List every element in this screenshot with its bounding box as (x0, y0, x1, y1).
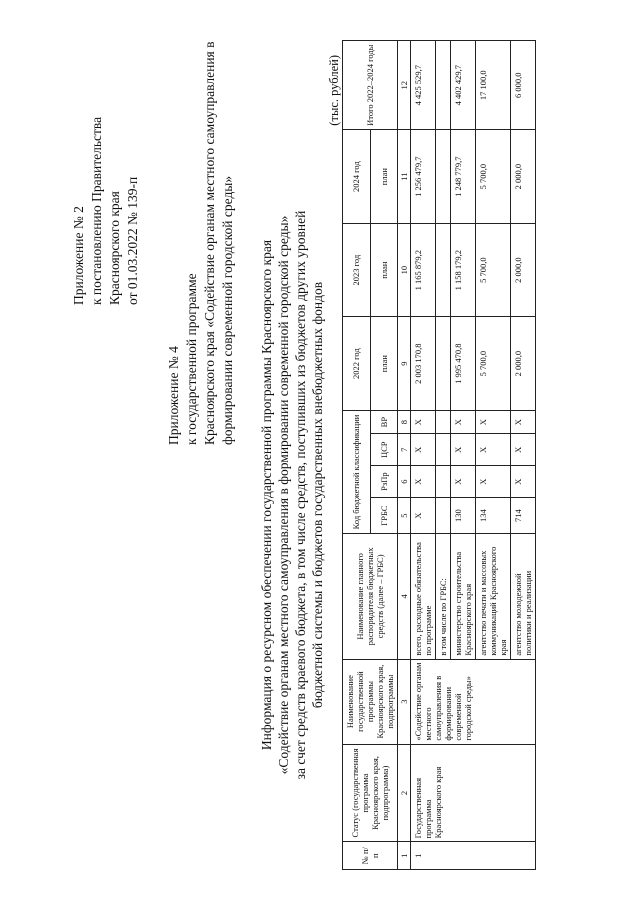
grbs-cell: Х (411, 498, 436, 534)
resource-table (342, 40, 536, 870)
value-2022: 2 000,0 (511, 317, 536, 411)
header-program-name: Наименование государственной программы Красноярского края, подпрограммы (343, 659, 398, 744)
column-index: 2 (398, 744, 411, 842)
header-plan-2022: план (370, 317, 398, 411)
vr-cell: Х (411, 410, 436, 433)
appendix-2-header (70, 117, 142, 305)
program-status: Государственная программа Красноярского края (411, 744, 536, 842)
document-title (258, 145, 326, 845)
appendix-4-header (165, 25, 237, 445)
csr-cell (436, 434, 451, 466)
header-2022: 2022 год (343, 317, 371, 411)
column-index: 11 (398, 130, 411, 224)
header-2024: 2024 год (343, 130, 371, 224)
column-index: 9 (398, 317, 411, 411)
grbs-name-cell: всего, расходные обязательства по программе (411, 534, 436, 659)
rzpr-cell: Х (451, 466, 476, 498)
column-index: 5 (398, 498, 411, 534)
value-2022 (436, 317, 451, 411)
value-2024 (436, 130, 451, 224)
appendix-2-line: к постановлению Правительства (89, 116, 104, 305)
header-grbs-name: Наименование главного распорядителя бюджетных средств (далее – ГРБС) (343, 534, 398, 659)
header-status: Статус (государственная программа Красноярского края, подпрограмма) (343, 744, 398, 842)
column-index: 10 (398, 223, 411, 317)
value-2023: 1 165 879,2 (411, 223, 436, 317)
header-rzpr: РзПр (370, 466, 398, 498)
value-total: 17 100,0 (476, 41, 511, 130)
column-index: 1 (398, 842, 411, 870)
header-grbs: ГРБС (370, 498, 398, 534)
table-header-row (343, 41, 371, 870)
title-line: бюджетной системы и бюджетов государственных внебюджетных фондов (310, 281, 325, 709)
csr-cell: Х (511, 434, 536, 466)
vr-cell: Х (476, 410, 511, 433)
value-2023: 1 158 179,2 (451, 223, 476, 317)
value-total: 4 425 529,7 (411, 41, 436, 130)
title-line: за счет средств краевого бюджета, в том числе средств, поступивших из бюджетов других уровней (293, 210, 308, 780)
column-index-row (398, 41, 411, 870)
value-2023: 5 700,0 (476, 223, 511, 317)
rzpr-cell: Х (411, 466, 436, 498)
grbs-name-cell: в том числе по ГРБС: (436, 534, 451, 659)
appendix-2-line: Приложение № 2 (71, 206, 86, 305)
value-2023 (436, 223, 451, 317)
grbs-cell: 134 (476, 498, 511, 534)
row-num: 1 (411, 842, 536, 870)
grbs-name-cell: министерство строительства Красноярского края (451, 534, 476, 659)
header-csr: ЦСР (370, 434, 398, 466)
header-budget-code: Код бюджетной классификации (343, 410, 371, 533)
value-2022: 2 003 170,8 (411, 317, 436, 411)
column-index: 3 (398, 659, 411, 744)
column-index: 4 (398, 534, 411, 659)
grbs-cell (436, 498, 451, 534)
header-total: Итого 2022–2024 годы (343, 41, 398, 130)
header-plan-2023: план (370, 223, 398, 317)
header-vr: ВР (370, 410, 398, 433)
value-2024: 2 000,0 (511, 130, 536, 224)
program-name: «Содействие органам местного самоуправления в формировании современной городской среды» (411, 659, 536, 744)
vr-cell: Х (511, 410, 536, 433)
title-line: Информация о ресурсном обеспечении государственной программы Красноярского края (259, 239, 274, 751)
rzpr-cell: Х (476, 466, 511, 498)
value-2023: 2 000,0 (511, 223, 536, 317)
value-2024: 1 248 779,7 (451, 130, 476, 224)
value-2024: 5 700,0 (476, 130, 511, 224)
appendix-4-line: Приложение № 4 (166, 346, 181, 445)
appendix-4-line: Красноярского края «Содействие органам местного самоуправления в формировании современной городской среды» (202, 41, 235, 445)
header-num: № п/п (343, 842, 398, 870)
grbs-name-cell: агентство печати и массовых коммуникаций Красноярского края (476, 534, 511, 659)
title-line: «Содействие органам местного самоуправления в формировании современной городской среды» (276, 215, 291, 775)
appendix-4-line: к государственной программе (184, 273, 199, 445)
vr-cell (436, 410, 451, 433)
column-index: 6 (398, 466, 411, 498)
units-label: (тыс. рублей) (327, 55, 341, 126)
csr-cell: Х (411, 434, 436, 466)
rzpr-cell: Х (511, 466, 536, 498)
value-total (436, 41, 451, 130)
header-2023: 2023 год (343, 223, 371, 317)
header-plan-2024: план (370, 130, 398, 224)
grbs-cell: 130 (451, 498, 476, 534)
value-2024: 1 256 479,7 (411, 130, 436, 224)
appendix-2-line: Красноярского края (107, 191, 122, 305)
rzpr-cell (436, 466, 451, 498)
vr-cell: Х (451, 410, 476, 433)
csr-cell: Х (451, 434, 476, 466)
column-index: 7 (398, 434, 411, 466)
appendix-2-line: от 01.03.2022 № 139-п (125, 176, 140, 305)
column-index: 12 (398, 41, 411, 130)
table-row (411, 41, 436, 870)
csr-cell: Х (476, 434, 511, 466)
value-2022: 1 995 470,8 (451, 317, 476, 411)
grbs-name-cell: агентство молодежной политики и реализации (511, 534, 536, 659)
column-index: 8 (398, 410, 411, 433)
value-2022: 5 700,0 (476, 317, 511, 411)
value-total: 4 402 429,7 (451, 41, 476, 130)
grbs-cell: 714 (511, 498, 536, 534)
value-total: 6 000,0 (511, 41, 536, 130)
